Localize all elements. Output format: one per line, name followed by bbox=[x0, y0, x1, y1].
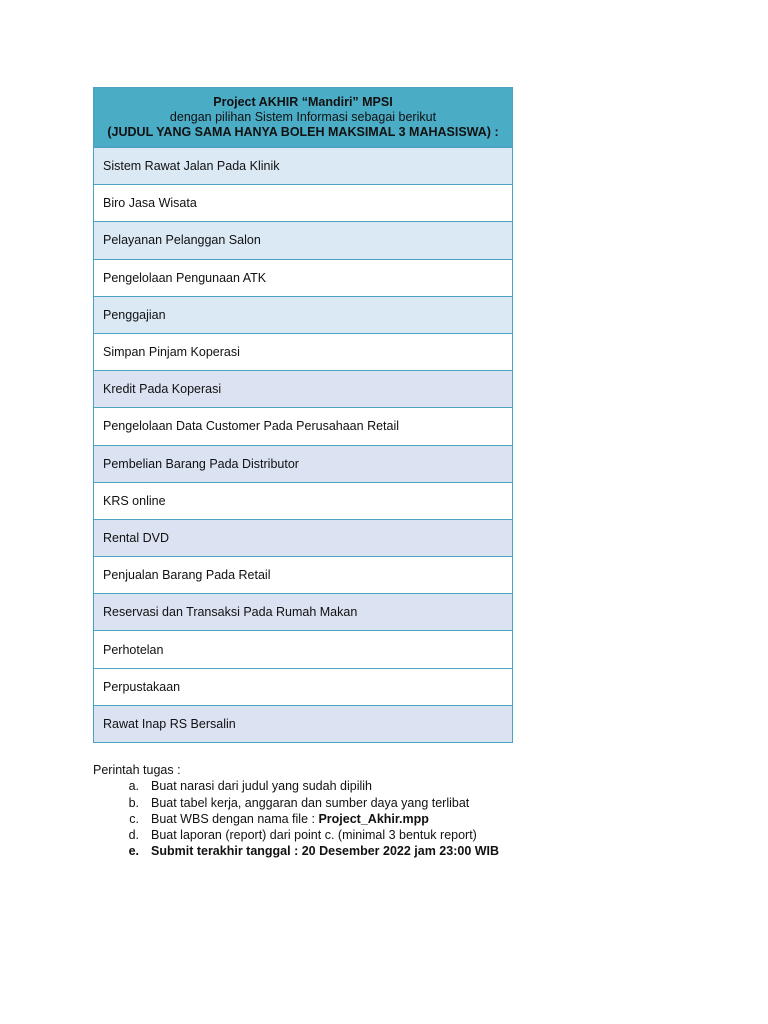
list-item bbox=[93, 795, 499, 811]
table-row: Pengelolaan Pengunaan ATK bbox=[94, 259, 512, 296]
list-marker: d. bbox=[128, 828, 139, 843]
project-options-table bbox=[93, 87, 513, 743]
table-row: Perpustakaan bbox=[94, 668, 512, 705]
list-item-text: Buat WBS dengan nama file : bbox=[151, 811, 319, 826]
header-title: Project AKHIR “Mandiri” MPSI bbox=[213, 95, 393, 109]
list-item bbox=[93, 827, 499, 843]
table-row: Simpan Pinjam Koperasi bbox=[94, 333, 512, 370]
table-row: Biro Jasa Wisata bbox=[94, 184, 512, 221]
table-row: Kredit Pada Koperasi bbox=[94, 370, 512, 407]
task-instructions bbox=[93, 762, 499, 860]
list-marker: b. bbox=[128, 795, 139, 810]
list-marker: c. bbox=[129, 811, 139, 826]
list-item-text: Buat tabel kerja, anggaran dan sumber daya yang terlibat bbox=[151, 795, 470, 810]
list-item-text: Buat narasi dari judul yang sudah dipilih bbox=[151, 779, 372, 794]
list-marker: e. bbox=[128, 844, 139, 859]
table-row: Perhotelan bbox=[94, 630, 512, 667]
table-header bbox=[94, 88, 512, 147]
list-item bbox=[93, 843, 499, 859]
instructions-list bbox=[93, 778, 499, 859]
table-row: Rawat Inap RS Bersalin bbox=[94, 705, 512, 742]
table-row: KRS online bbox=[94, 482, 512, 519]
table-row: Pembelian Barang Pada Distributor bbox=[94, 445, 512, 482]
table-row: Penjualan Barang Pada Retail bbox=[94, 556, 512, 593]
table-row: Rental DVD bbox=[94, 519, 512, 556]
deadline-text: Submit terakhir tanggal : 20 Desember 2022 jam 23:00 WIB bbox=[151, 844, 500, 859]
instructions-heading: Perintah tugas : bbox=[93, 763, 181, 777]
table-row: Reservasi dan Transaksi Pada Rumah Makan bbox=[94, 593, 512, 630]
header-subtitle: dengan pilihan Sistem Informasi sebagai berikut bbox=[169, 110, 437, 124]
list-marker: a. bbox=[128, 779, 139, 794]
table-row: Penggajian bbox=[94, 296, 512, 333]
list-item bbox=[93, 811, 499, 827]
list-item-text: Buat laporan (report) dari point c. (minimal 3 bentuk report) bbox=[151, 828, 477, 843]
filename-text: Project_Akhir.mpp bbox=[318, 811, 429, 826]
table-row: Pengelolaan Data Customer Pada Perusahaan Retail bbox=[94, 407, 512, 444]
table-row: Sistem Rawat Jalan Pada Klinik bbox=[94, 147, 512, 184]
header-note: (JUDUL YANG SAMA HANYA BOLEH MAKSIMAL 3 MAHASISWA) : bbox=[107, 125, 499, 139]
table-row: Pelayanan Pelanggan Salon bbox=[94, 221, 512, 258]
list-item bbox=[93, 778, 499, 794]
